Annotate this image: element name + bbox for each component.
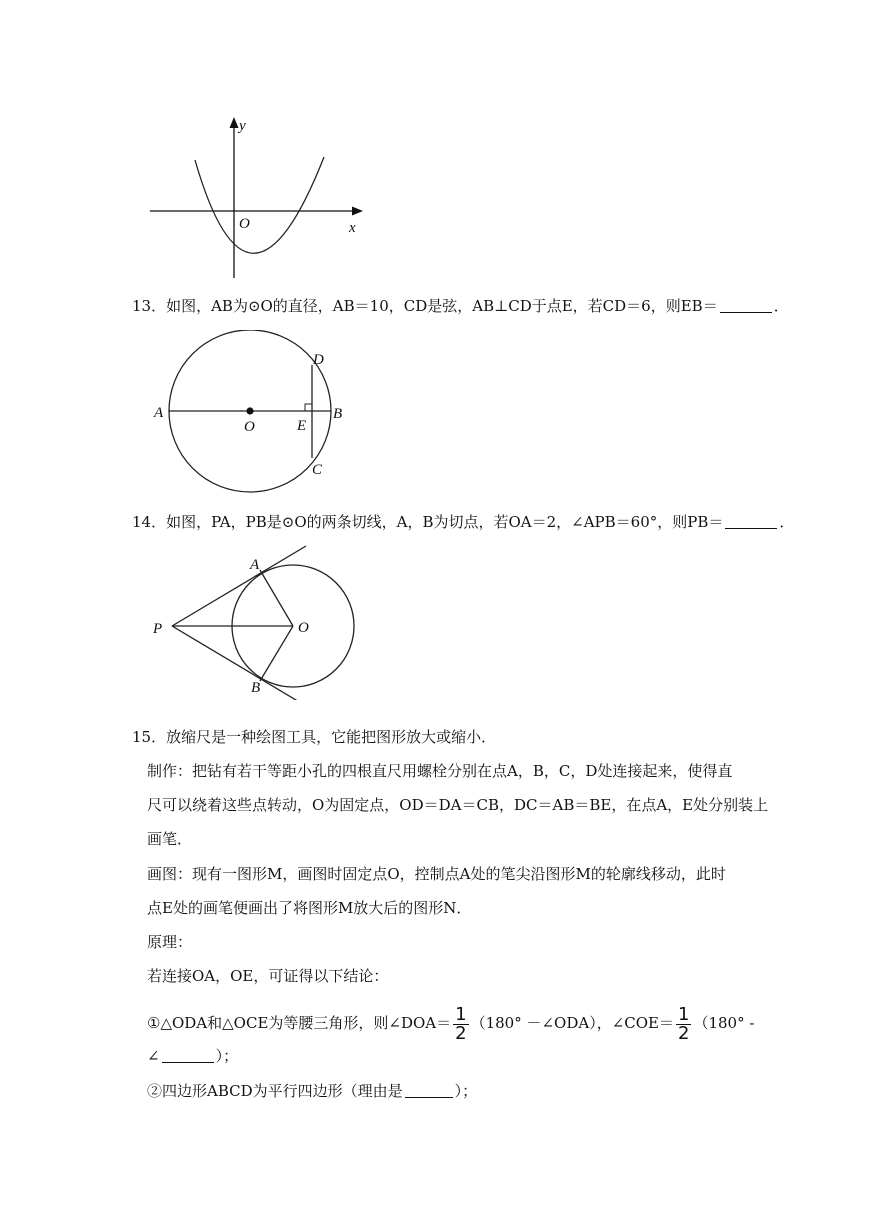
- label-a: A: [154, 405, 164, 421]
- q15-line9-a: ①△ODA和△OCE为等腰三角形，则∠DOA＝: [147, 1014, 452, 1032]
- x-axis-label: x: [349, 220, 356, 236]
- center-dot: [246, 407, 253, 414]
- label-a: A: [250, 557, 260, 573]
- parabola-curve: [195, 157, 324, 253]
- fraction-denominator: 2: [678, 1022, 690, 1044]
- y-axis-arrow: [230, 117, 239, 128]
- fraction-one-half: [453, 1003, 468, 1044]
- q15-line6: 点E处的画笔便画出了将图形M放大后的图形N．: [147, 899, 472, 917]
- label-d: D: [313, 352, 324, 368]
- q14-text: [132, 512, 794, 532]
- q15-line10-b: ）；: [215, 1047, 239, 1065]
- q15-line9-c: （180° -: [693, 1014, 755, 1032]
- fraction-numerator: 1: [678, 1003, 690, 1025]
- q15-line10-a: ∠: [147, 1047, 160, 1065]
- q15-line7: 原理：: [147, 933, 193, 951]
- q15-line2: 制作：把钻有若干等距小孔的四根直尺用螺栓分别在点A，B，C，D处连接起来，使得直: [147, 762, 733, 780]
- q13-stem: 13．如图，AB为⊙O的直径，AB＝10，CD是弦，AB⊥CD于点E，若CD＝6，则EB＝: [132, 297, 718, 315]
- radius-ob: [260, 626, 293, 681]
- label-o: O: [244, 419, 255, 435]
- label-c: C: [312, 462, 323, 478]
- q15-line9-b: （180° －∠ODA），∠COE＝: [470, 1014, 674, 1032]
- y-axis-label: y: [239, 118, 246, 134]
- parabola-figure: [145, 112, 370, 282]
- q15-line11: [147, 1081, 477, 1101]
- q15-line8: 若连接OA，OE，可证得以下结论：: [147, 967, 389, 985]
- q14-stem: 14．如图，PA，PB是⊙O的两条切线，A，B为切点，若OA＝2，∠APB＝60°，则PB＝: [132, 513, 724, 531]
- x-axis-arrow: [352, 207, 363, 216]
- q15-line1: 15．放缩尺是一种绘图工具，它能把图形放大或缩小．: [132, 728, 497, 746]
- q13-circle-figure: [150, 330, 360, 500]
- label-o: O: [298, 620, 309, 636]
- q15-line10: [147, 1046, 238, 1066]
- q15-line3: 尺可以绕着这些点转动，O为固定点，OD＝DA＝CB，DC＝AB＝BE，在点A，E处分别装上: [147, 796, 769, 814]
- right-angle-mark: [305, 404, 312, 411]
- label-p: P: [153, 621, 163, 637]
- label-e: E: [297, 418, 307, 434]
- q15-line4: 画笔．: [147, 830, 193, 848]
- q15-line9: [147, 1003, 754, 1043]
- q15-line11-a: ②四边形ABCD为平行四边形（理由是: [147, 1082, 403, 1100]
- q14-end: ．: [779, 513, 795, 531]
- q15-line5: 画图：现有一图形M，画图时固定点O，控制点A处的笔尖沿图形M的轮廓线移动，此时: [147, 865, 726, 883]
- q14-tangent-figure: [150, 540, 370, 700]
- q14-answer-blank[interactable]: [725, 514, 777, 529]
- label-b: B: [251, 680, 261, 696]
- q13-text: [132, 296, 789, 316]
- q15-reason-blank[interactable]: [405, 1083, 453, 1098]
- q13-end: ．: [773, 297, 789, 315]
- fraction-numerator: 1: [455, 1003, 467, 1025]
- fraction-one-half-2: [676, 1003, 691, 1044]
- q15-line11-b: ）；: [454, 1082, 478, 1100]
- origin-label: O: [239, 216, 250, 232]
- label-b: B: [333, 406, 343, 422]
- fraction-denominator: 2: [455, 1022, 467, 1044]
- radius-oa: [260, 570, 293, 626]
- q15-angle-blank[interactable]: [162, 1048, 214, 1063]
- q13-answer-blank[interactable]: [720, 298, 772, 313]
